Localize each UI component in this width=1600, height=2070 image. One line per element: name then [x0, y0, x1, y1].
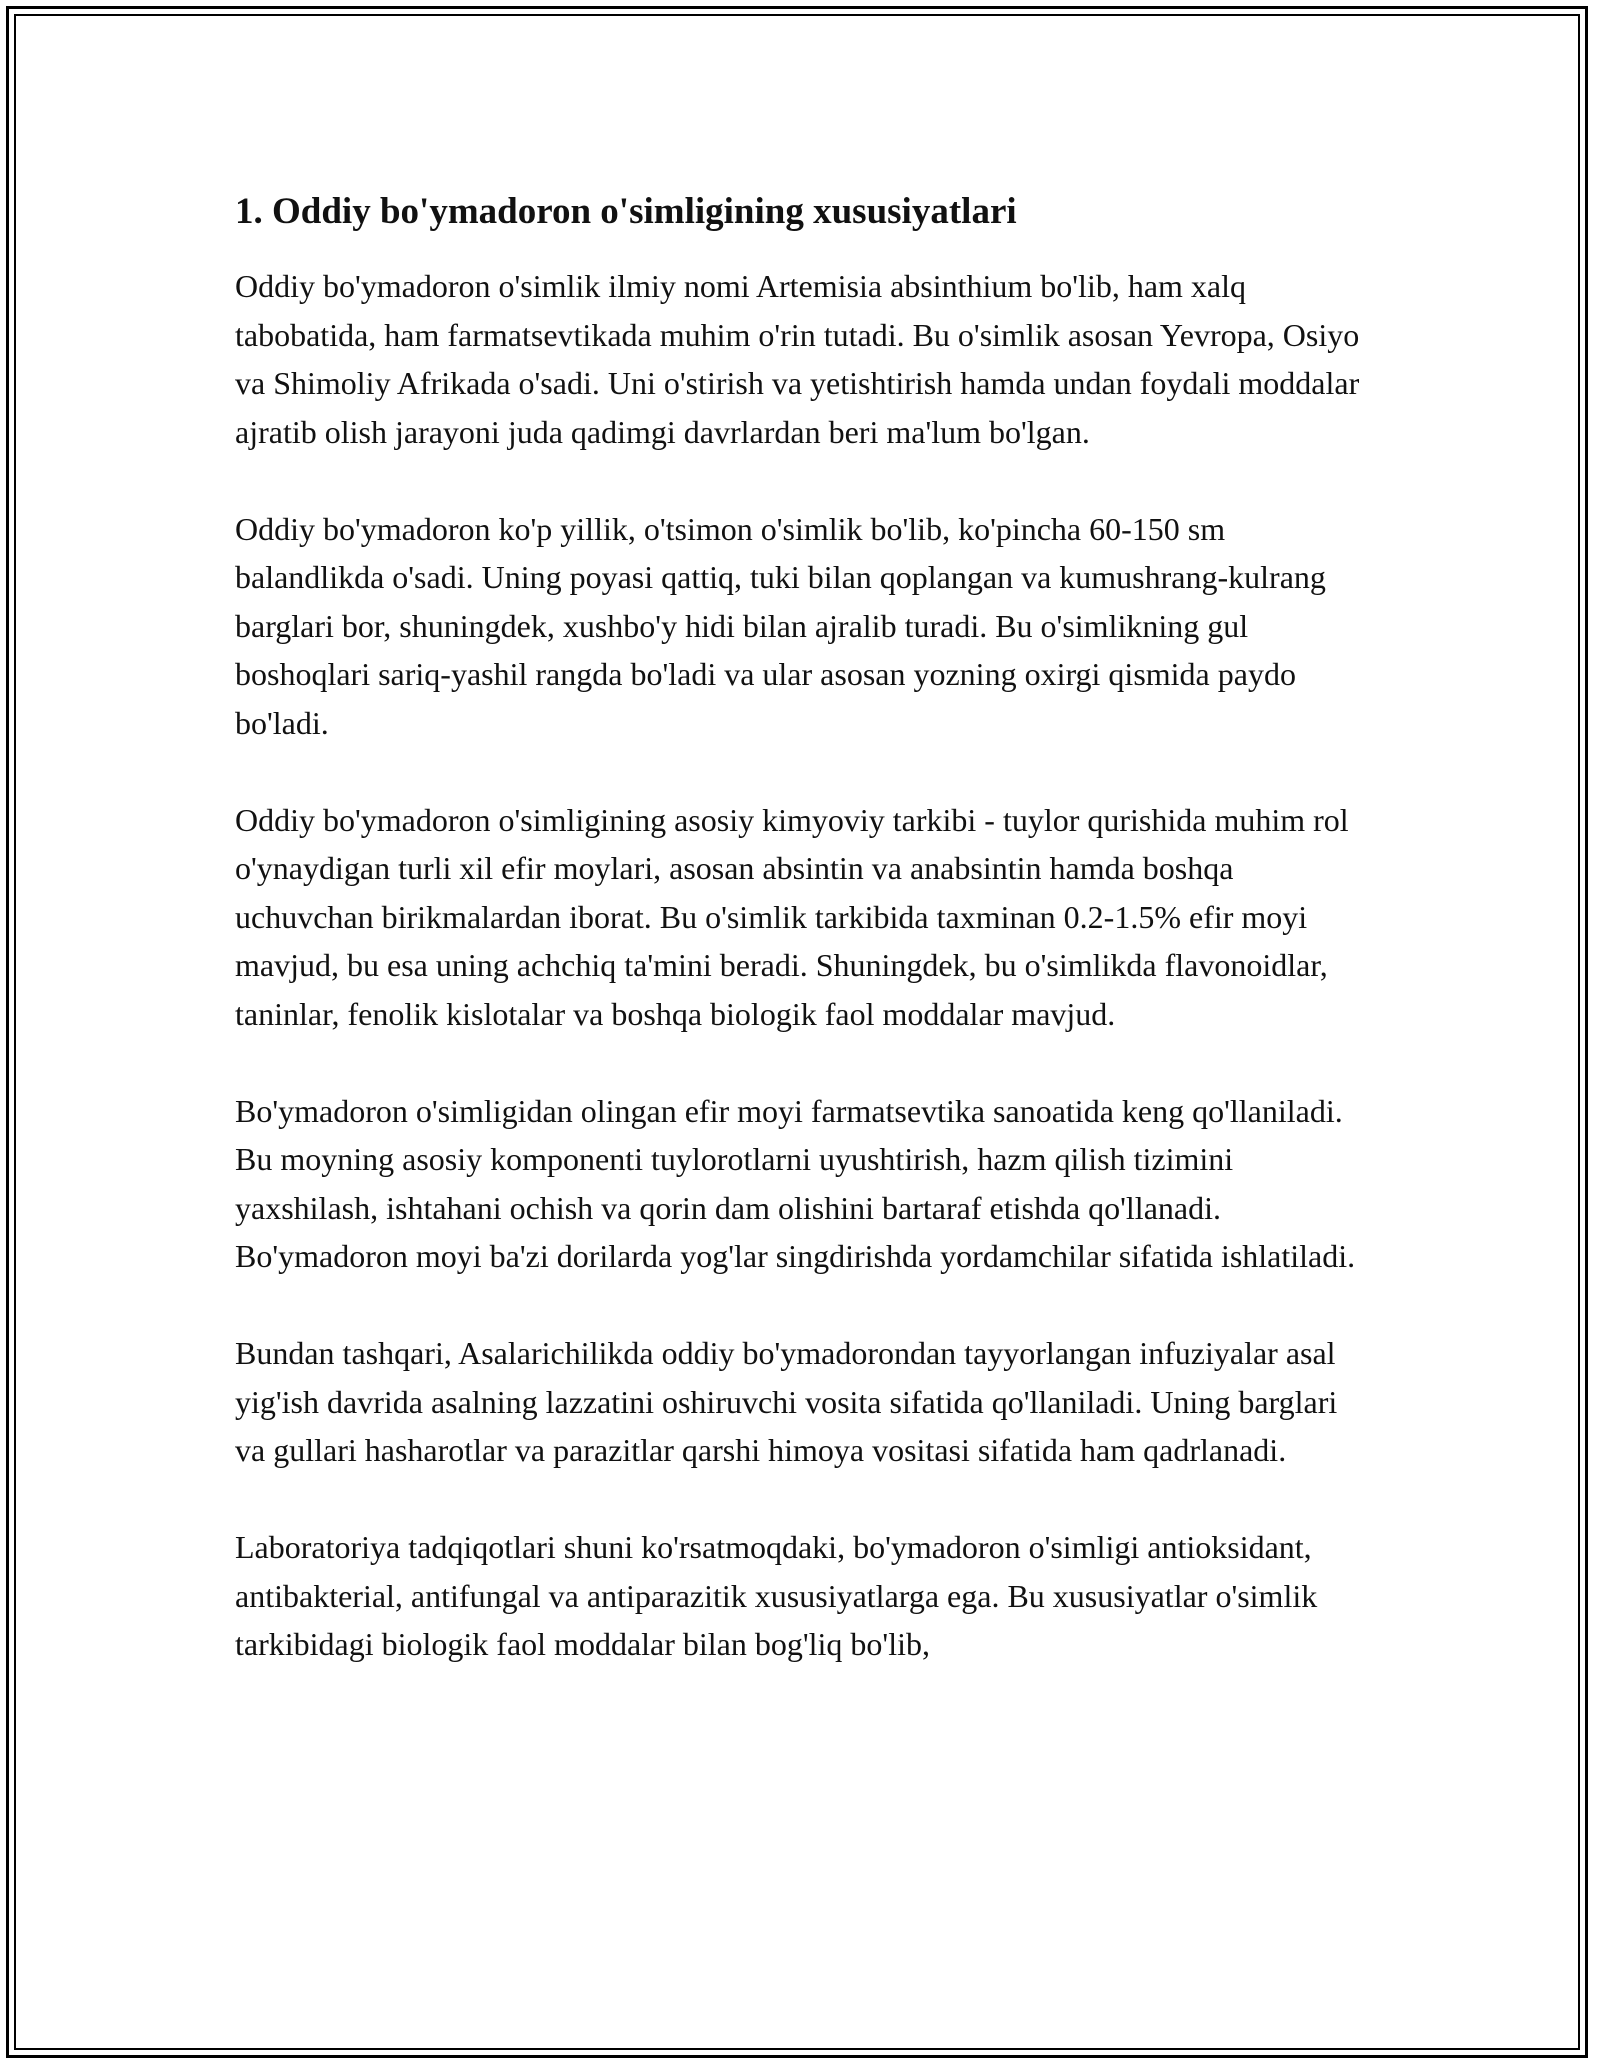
- paragraph-research: Laboratoriya tadqiqotlari shuni ko'rsatmoqdaki, bo'ymadoron o'simligi antioksidant, antibakterial, antifungal va antiparazitik xususiyatlarga ega. Bu xususiyatlar o'simlik tarkibidagi biologik faol moddalar bilan bog'liq bo'lib,: [235, 1529, 1318, 1662]
- paragraph-description: Oddiy bo'ymadoron ko'p yillik, o'tsimon o'simlik bo'lib, ko'pincha 60-150 sm balandlikda o'sadi. Uning poyasi qattiq, tuki bilan qoplangan va kumushrang-kulrang barglari bor, shuningdek, xushbo'y hidi bilan ajralib turadi. Bu o'simlikning gul boshoqlari sariq-yashil rangda bo'ladi va ular asosan yozning oxirgi qismida paydo bo'ladi.: [235, 510, 1326, 741]
- paragraph-pharma: Bo'ymadoron o'simligidan olingan efir moyi farmatsevtika sanoatida keng qo'llaniladi. Bu moyning asosiy komponenti tuylorotlarni uyushtirish, hazm qilish tizimini yaxshilash, ishtahani ochish va qorin dam olishini bartaraf etishda qo'llanadi. Bo'ymadoron moyi ba'zi dorilarda yog'lar singdirishda yordamchilar sifatida ishlatiladi.: [235, 1092, 1356, 1274]
- paragraph-beekeeping: Bundan tashqari, Asalarichilikda oddiy bo'ymadorondan tayyorlangan infuziyalar asal yig'ish davrida asalning lazzatini oshiruvchi vosita sifatida qo'llaniladi. Uning barglari va gullari hasharotlar va parazitlar qarshi himoya vositasi sifatida ham qadrlanadi.: [235, 1335, 1338, 1468]
- document-body: [235, 188, 1370, 1717]
- section-heading: 1. Oddiy bo'ymadoron o'simligining xususiyatlari: [235, 191, 1017, 232]
- paragraph-intro: Oddiy bo'ymadoron o'simlik ilmiy nomi Artemisia absinthium bo'lib, ham xalq tabobatida, ham farmatsevtikada muhim o'rin tutadi. Bu o'simlik asosan Yevropa, Osiyo va Shimoliy Afrikada o'sadi. Uni o'stirish va yetishtirish hamda undan foydali moddalar ajratib olish jarayoni juda qadimgi davrlardan beri ma'lum bo'lgan.: [235, 268, 1360, 450]
- paragraph-chemistry: Oddiy bo'ymadoron o'simligining asosiy kimyoviy tarkibi - tuylor qurishida muhim rol o'ynaydigan turli xil efir moylari, asosan absintin va anabsintin hamda boshqa uchuvchan birikmalardan iborat. Bu o'simlik tarkibida taxminan 0.2-1.5% efir moyi mavjud, bu esa uning achchiq ta'mini beradi. Shuningdek, bu o'simlikda flavonoidlar, taninlar, fenolik kislotalar va boshqa biologik faol moddalar mavjud.: [235, 801, 1349, 1032]
